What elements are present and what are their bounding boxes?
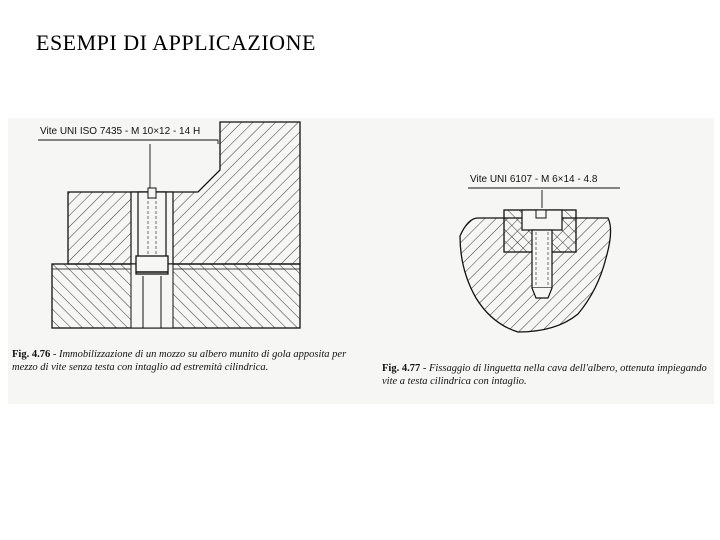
leader-line-left [38, 140, 218, 188]
scanned-figure [8, 118, 714, 404]
leader-line-right [468, 188, 620, 208]
caption-left [12, 348, 348, 374]
screw-label-right: Vite UNI 6107 - M 6×14 - 4.8 [470, 174, 598, 185]
caption-text-right: - Fissaggio di linguetta nella cava dell'albero, ottenuta impiegando vite a testa cilindrica con intaglio. [382, 363, 707, 387]
caption-right [382, 362, 710, 388]
shaft-drawing [52, 264, 300, 328]
hub-drawing [68, 122, 300, 264]
fig-number-right: Fig. 4.77 [382, 363, 421, 374]
screw-label-left: Vite UNI ISO 7435 - M 10×12 - 14 H [40, 126, 201, 137]
fig-number-left: Fig. 4.76 [12, 349, 51, 360]
caption-text-left: - Immobilizzazione di un mozzo su albero munito di gola apposita per mezzo di vite senza testa con intaglio ad estremità cilindrica. [12, 349, 347, 373]
slide-title: ESEMPI DI APPLICAZIONE [36, 30, 316, 55]
